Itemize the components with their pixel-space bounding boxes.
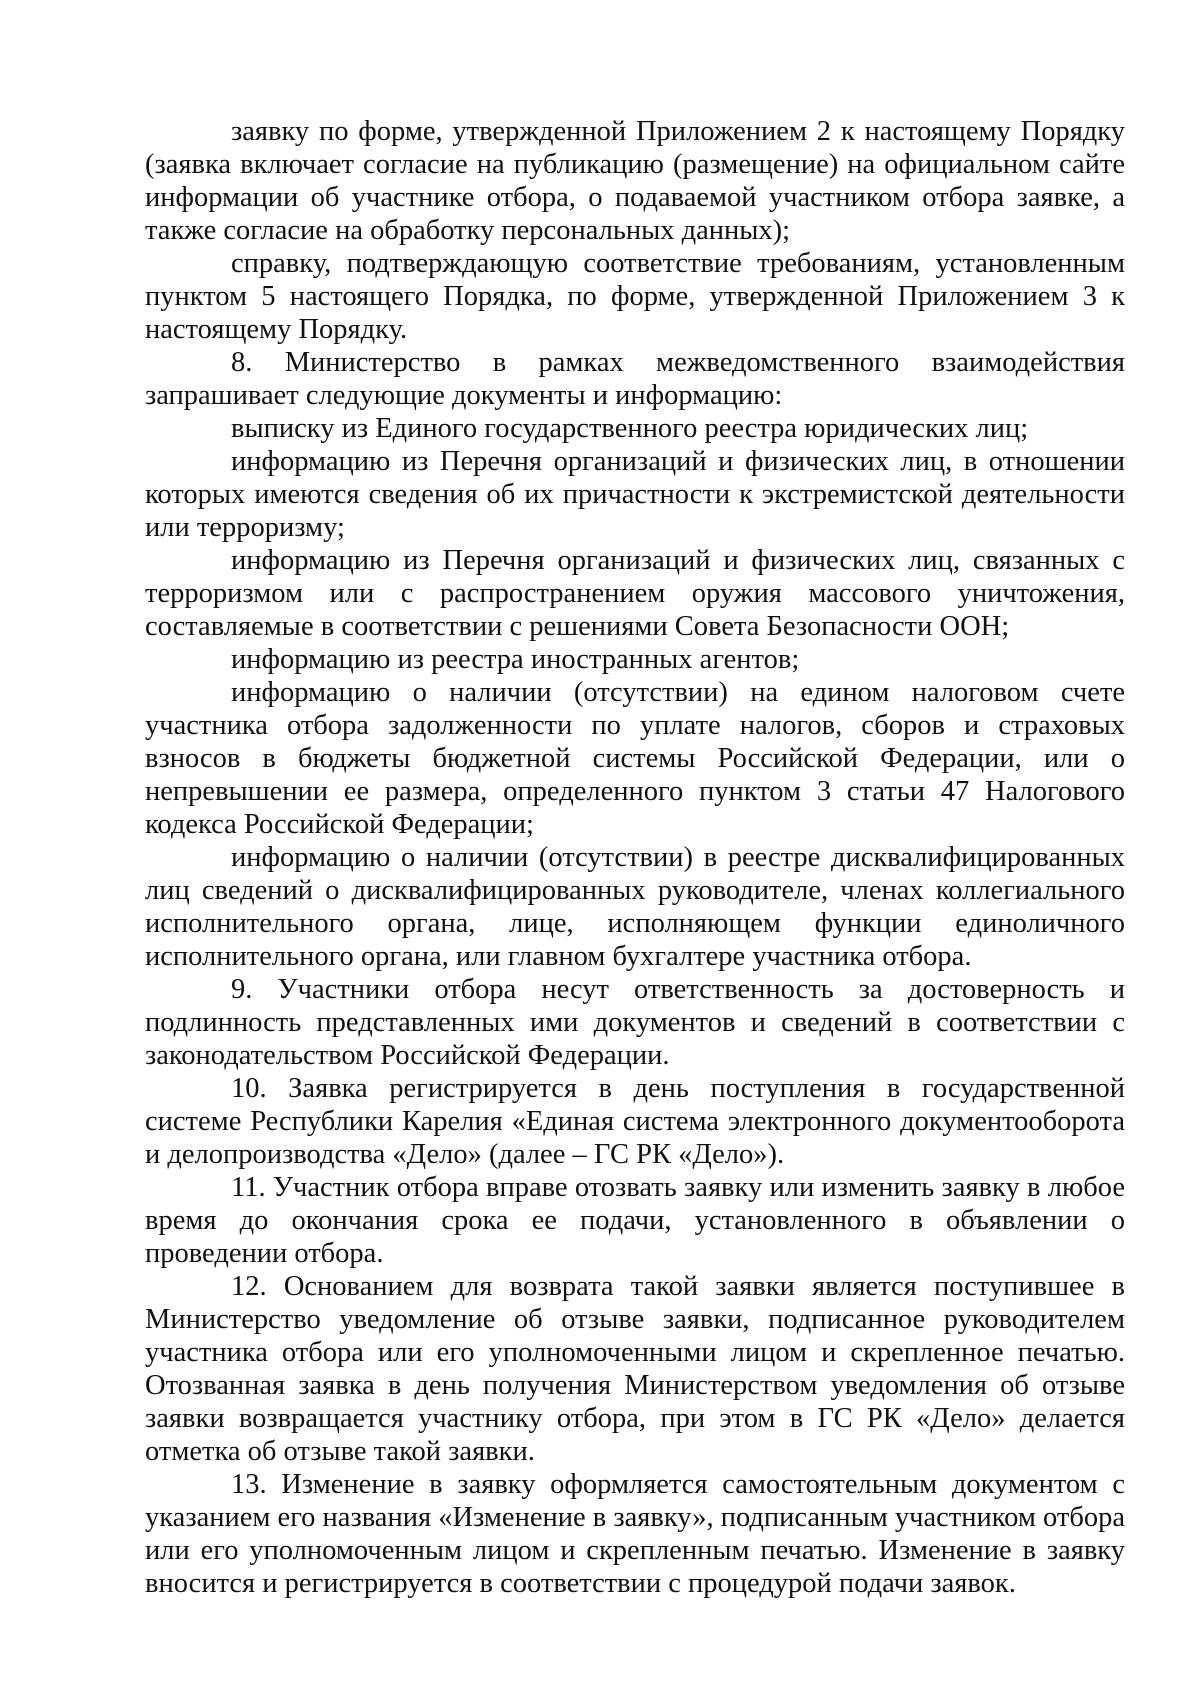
paragraph-item-10: 10. Заявка регистрируется в день поступления в государственной системе Республики Карелия «Единая система электронного документооборота и делопроизводства «Дело» (далее – ГС РК «Дело»). xyxy=(145,1073,1125,1170)
paragraph-item-11: 11. Участник отбора вправе отозвать заявку или изменить заявку в любое время до окончания срока ее подачи, установленного в объявлении о проведении отбора. xyxy=(145,1172,1125,1269)
paragraph-extremism-list: информацию из Перечня организаций и физических лиц, в отношении которых имеются сведения об их причастности к экстремистской деятельности или терроризму; xyxy=(145,446,1125,543)
paragraph-foreign-agents: информацию из реестра иностранных агентов; xyxy=(231,644,800,675)
paragraph-disqualified-persons: информацию о наличии (отсутствии) в реестре дисквалифицированных лиц сведений о дисквалифицированных руководителе, членах коллегиального исполнительного органа, лице, исполняющем функции единоличного исполнительного органа, или главном бухгалтере участника отбора. xyxy=(145,842,1125,972)
paragraph-application-form: заявку по форме, утвержденной Приложением 2 к настоящему Порядку (заявка включает согласие на публикацию (размещение) на официальном сайте информации об участнике отбора, о подаваемой участником отбора заявке, а также согласие на обработку персональных данных); xyxy=(145,116,1125,246)
paragraph-compliance-certificate: справку, подтверждающую соответствие требованиям, установленным пунктом 5 настоящего Порядка, по форме, утвержденной Приложением 3 к настоящему Порядку. xyxy=(145,248,1125,345)
paragraph-registry-extract: выписку из Единого государственного реестра юридических лиц; xyxy=(231,413,1029,444)
document-page xyxy=(145,115,1125,1600)
paragraph-item-13: 13. Изменение в заявку оформляется самостоятельным документом с указанием его названия «Изменение в заявку», подписанным участником отбора или его уполномоченным лицом и скрепленным печатью. Изменение в заявку вносится и регистрируется в соответствии с процедурой подачи заявок. xyxy=(145,1469,1125,1599)
paragraph-terrorism-list: информацию из Перечня организаций и физических лиц, связанных с терроризмом или с распространением оружия массового уничтожения, составляемые в соответствии с решениями Совета Безопасности ООН; xyxy=(145,545,1125,642)
paragraph-tax-debt: информацию о наличии (отсутствии) на едином налоговом счете участника отбора задолженности по уплате налогов, сборов и страховых взносов в бюджеты бюджетной системы Российской Федерации, или о непревышении ее размера, определенного пунктом 3 статьи 47 Налогового кодекса Российской Федерации; xyxy=(145,677,1125,840)
paragraph-item-12: 12. Основанием для возврата такой заявки является поступившее в Министерство уведомление об отзыве заявки, подписанное руководителем участника отбора или его уполномоченными лицом и скрепленное печатью. Отозванная заявка в день получения Министерством уведомления об отзыве заявки возвращается участнику отбора, при этом в ГС РК «Дело» делается отметка об отзыве такой заявки. xyxy=(145,1271,1125,1467)
paragraph-item-8: 8. Министерство в рамках межведомственного взаимодействия запрашивает следующие документы и информацию: xyxy=(145,347,1125,411)
paragraph-item-9: 9. Участники отбора несут ответственность за достоверность и подлинность представленных ими документов и сведений в соответствии с законодательством Российской Федерации. xyxy=(145,974,1125,1071)
